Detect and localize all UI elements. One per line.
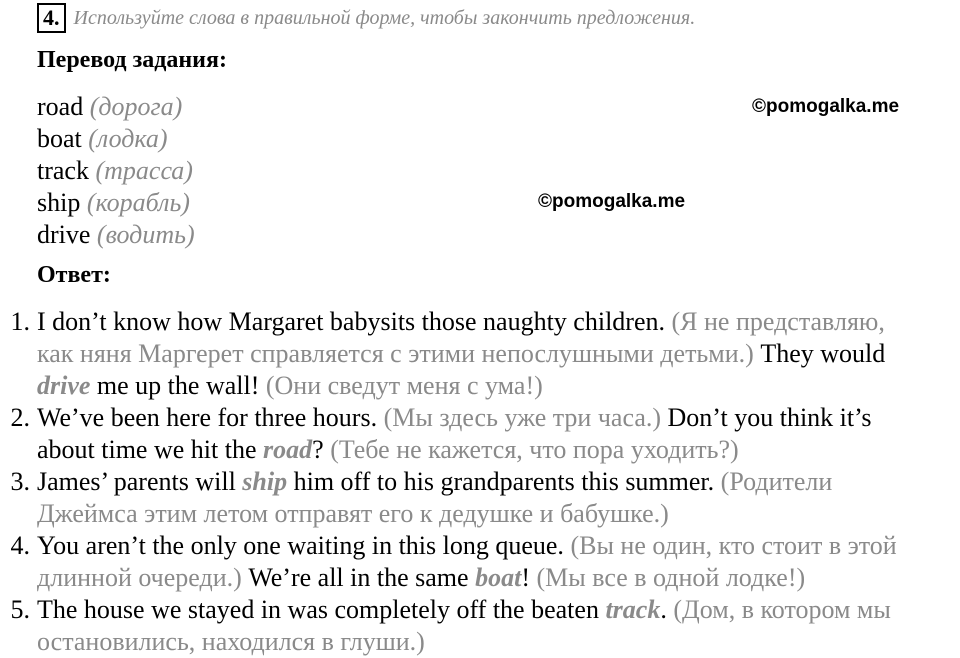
answer-keyword: ship [242, 467, 288, 496]
answer-keyword: boat [475, 563, 522, 592]
answer-number: 4. [10, 531, 30, 560]
answer-translation: остановились, находился в глуши.) [37, 627, 425, 656]
answer-number: 3. [10, 467, 30, 496]
answer-text: me up the wall! [90, 371, 266, 400]
answer-translation: Джеймса этим летом отправят его к дедушке и бабушке.) [37, 499, 669, 528]
task-header [37, 3, 695, 33]
answer-line [37, 306, 952, 338]
answer-translation: (Мы здесь уже три часа.) [383, 403, 662, 432]
answer-line [37, 338, 952, 370]
translation-title: Перевод задания: [37, 47, 227, 73]
word-item: track (трасса) [37, 156, 193, 185]
answer-item [0, 306, 960, 402]
answer-text: James’ parents will [37, 467, 243, 496]
answer-line [37, 466, 952, 498]
answer-title: Ответ: [37, 262, 111, 288]
answer-text: We’ve been here for three hours. [37, 403, 384, 432]
answer-translation: (Дом, в котором мы [673, 595, 891, 624]
answer-item [0, 530, 960, 594]
answer-keyword: road [263, 435, 313, 464]
answer-text: Don’t you think it’s [661, 403, 872, 432]
word-item: ship (корабль) [37, 188, 190, 217]
answer-text: They would [753, 339, 886, 368]
word-item: drive (водить) [37, 220, 195, 249]
answer-number: 2. [10, 403, 30, 432]
answer-line [37, 370, 952, 402]
watermark: ©pomogalka.me [538, 191, 686, 212]
answer-text: I don’t know how Margaret babysits those naughty children. [37, 307, 672, 336]
answer-line [37, 434, 952, 466]
answer-translation: длинной очереди.) [37, 563, 242, 592]
answer-translation: (Тебе не кажется, что пора уходить?) [330, 435, 739, 464]
answer-item [0, 466, 960, 530]
answer-line [37, 594, 952, 626]
answer-item [0, 402, 960, 466]
answer-text: ! [521, 563, 537, 592]
answer-line [37, 626, 952, 658]
answer-translation: (Мы все в одной лодке!) [536, 563, 806, 592]
word-item: boat (лодка) [37, 124, 168, 153]
answer-text: him off to his grandparents this summer. [287, 467, 721, 496]
answer-line [37, 498, 952, 530]
answer-translation: (Вы не один, кто стоит в этой [570, 531, 897, 560]
watermark: ©pomogalka.me [752, 96, 900, 117]
answer-keyword: drive [37, 371, 91, 400]
answer-item [0, 594, 960, 658]
answer-text: ? [312, 435, 331, 464]
answer-line [37, 562, 952, 594]
task-instruction: Используйте слова в правильной форме, чтобы закончить предложения. [73, 6, 696, 29]
word-list [37, 91, 195, 251]
answer-translation: (Родители [720, 467, 833, 496]
answer-text: about time we hit the [37, 435, 264, 464]
answer-number: 1. [10, 307, 30, 336]
answer-keyword: track [605, 595, 661, 624]
answer-text: We’re all in the same [241, 563, 476, 592]
answer-translation: (Они сведут меня с ума!) [265, 371, 543, 400]
answer-number: 5. [10, 595, 30, 624]
answer-list [0, 306, 960, 658]
answer-text: . [660, 595, 674, 624]
task-number: 4. [37, 3, 66, 33]
answer-translation: как няня Маргерет справляется с этими непослушными детьми.) [37, 339, 754, 368]
answer-text: You aren’t the only one waiting in this long queue. [37, 531, 571, 560]
answer-text: The house we stayed in was completely off the beaten [37, 595, 606, 624]
answer-line [37, 530, 952, 562]
word-item: road (дорога) [37, 92, 183, 121]
answer-translation: (Я не представляю, [671, 307, 885, 336]
answer-line [37, 402, 952, 434]
